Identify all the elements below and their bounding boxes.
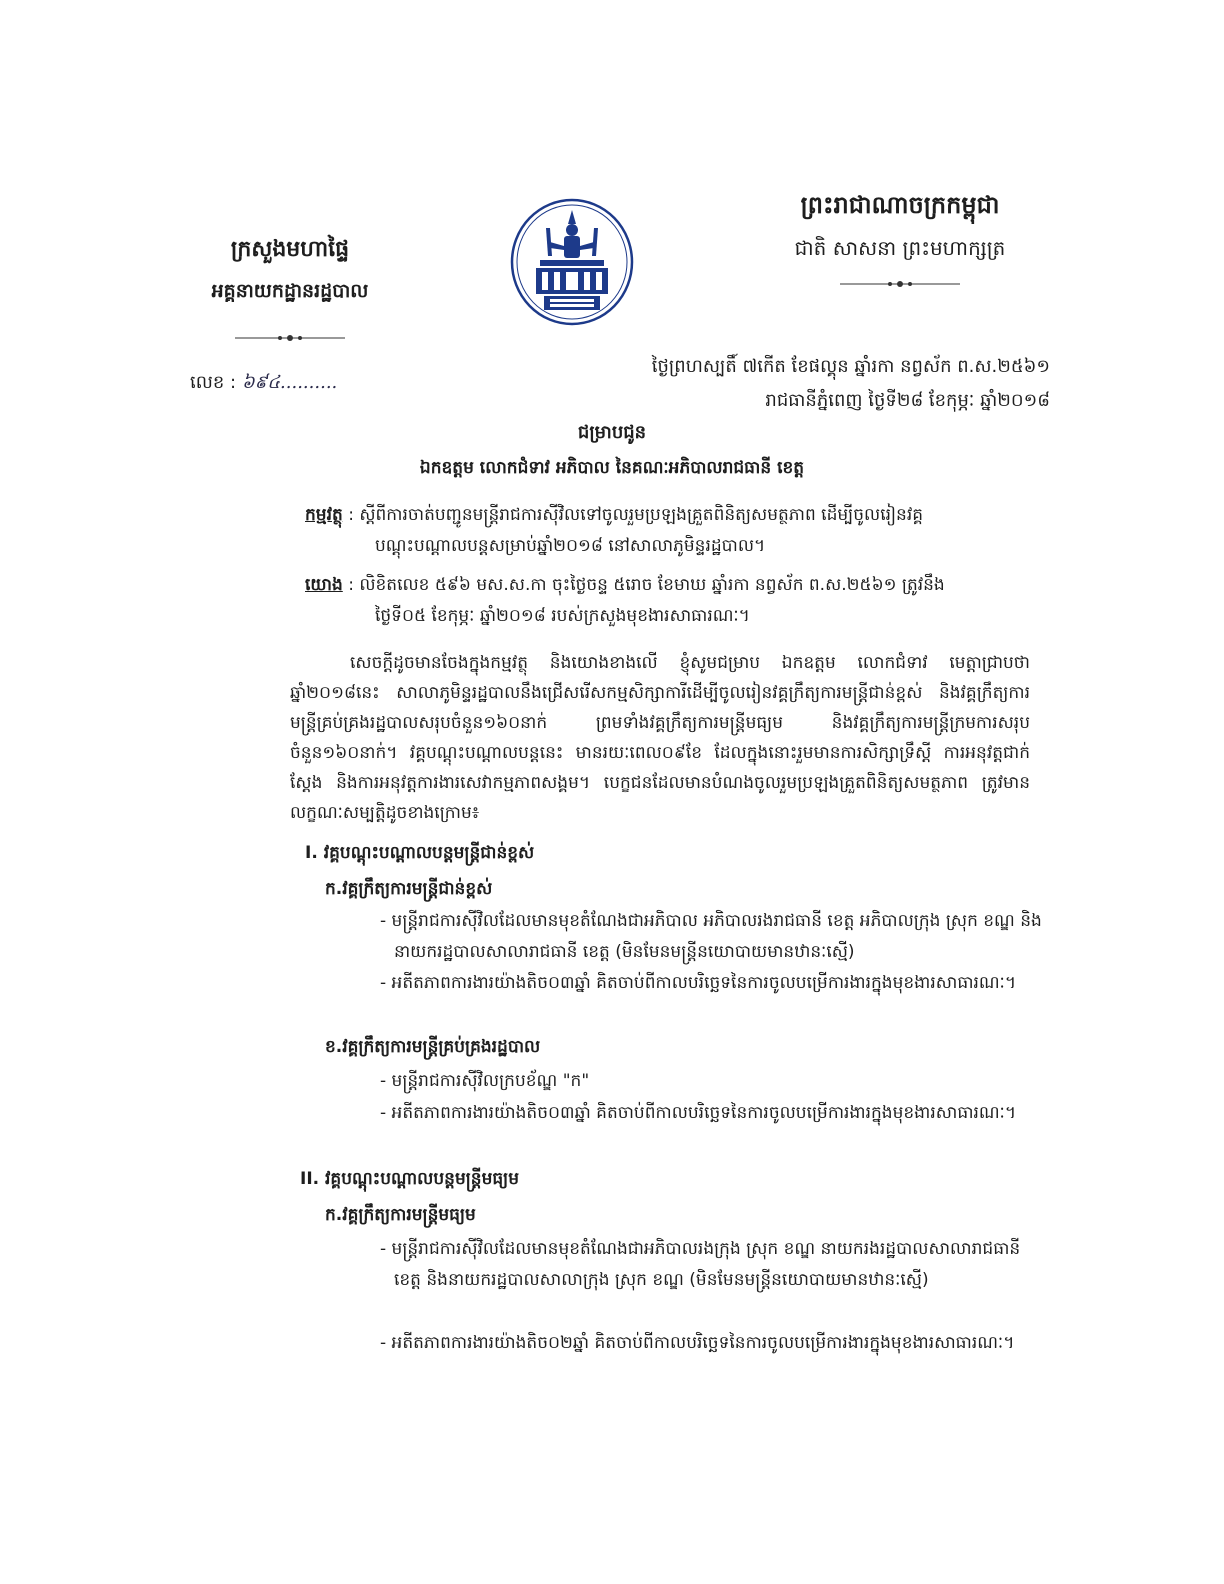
- addressee-block: [300, 420, 924, 482]
- ref-label: លេខ :: [190, 372, 237, 393]
- ministry-emblem: [510, 198, 634, 326]
- subject-label: កម្មវត្ថុ: [305, 505, 343, 525]
- subsection-heading: ខ.វគ្គក្រឹត្យការមន្ត្រីគ្រប់គ្រងរដ្ឋបាល: [325, 1037, 541, 1057]
- subsection-heading: ក.វគ្គក្រឹត្យការមន្ត្រីមធ្យម: [325, 1205, 476, 1225]
- list-item: - មន្ត្រីរាជការស៊ីវិលក្របខ័ណ្ឌ "ក": [380, 1071, 590, 1091]
- reference-number: [190, 370, 337, 397]
- solar-date: រាជធានីភ្នំពេញ ថ្ងៃទី២៨ ខែកុម្ភៈ ឆ្នាំ២០១៨: [765, 390, 1050, 411]
- section-heading: [305, 842, 534, 867]
- reference-line-2: ថ្ងៃទី០៥ ខែកុម្ភៈ ឆ្នាំ២០១៨ របស់ក្រសួងមុខងារសាធារណៈ។: [375, 606, 750, 626]
- subject-line-2: បណ្តុះបណ្តាលបន្តសម្រាប់ឆ្នាំ២០១៨ នៅសាលាភូមិន្ទរដ្ឋបាល។: [375, 536, 766, 556]
- section-numeral: I.: [305, 843, 318, 863]
- kingdom-title: ព្រះរាជាណាចក្រកម្ពុជា: [800, 191, 1000, 219]
- reference-line-1: : លិខិតលេខ ៥៩៦ មស.ស.កា ចុះថ្ងៃចន្ទ ៥រោច ខែមាឃ ឆ្នាំរកា នព្វស័ក ព.ស.២៥៦១ ត្រូវនឹង: [348, 575, 945, 595]
- ministry-name: ក្រសួងមហាផ្ទៃ: [230, 237, 350, 262]
- subject-line-1: : ស្តីពីការចាត់បញ្ជូនមន្ត្រីរាជការស៊ីវិលទៅចូលរួមប្រឡងគ្រួតពិនិត្យសមត្ថភាព ដើម្បីចូលរៀនវគ្គ: [348, 505, 924, 525]
- reference-block: [305, 570, 1035, 632]
- subject-block: [305, 500, 1035, 562]
- date-block: [620, 350, 1050, 418]
- ministry-header: [190, 235, 390, 345]
- list-item: - អតីតភាពការងារយ៉ាងតិច០២ឆ្នាំ គិតចាប់ពីកាលបរិច្ឆេទនៃការចូលបម្រើការងារក្នុងមុខងារសាធារណៈ។: [380, 1333, 1015, 1353]
- body-paragraph: សេចក្តីដូចមានចែងក្នុងកម្មវត្ថុ និងយោងខាងលើ ខ្ញុំសូមជម្រាប ឯកឧត្តម លោកជំទាវ មេត្តាជ្រាបថា ឆ្នាំ២០១៨នេះ សាលាភូមិន្ទរដ្ឋបាលនឹងជ្រើសរើសកម្មសិក្សាការីដើម្បីចូលរៀនវគ្គក្រឹត្យការមន្ត្រីជាន់ខ្ពស់ និងវគ្គក្រឹត្យការមន្ត្រីគ្រប់គ្រងរដ្ឋបាលសរុបចំនួន១៦០នាក់ ព្រមទាំងវគ្គក្រឹត្យការមន្ត្រីមធ្យម និងវគ្គក្រឹត្យការមន្ត្រីក្រមការសរុបចំនួន១៦០នាក់។ វគ្គបណ្តុះបណ្តាលបន្តនេះ មានរយៈពេល០៩ខែ ដែលក្នុងនោះរួមមានការសិក្សាទ្រឹស្តី ការអនុវត្តជាក់ស្តែង និងការអនុវត្តការងារសេវាកម្មភាពសង្គម។ បេក្ខជនដែលមានបំណងចូលរួមប្រឡងគ្រួតពិនិត្យសមត្ថភាព ត្រូវមានលក្ខណៈសម្បត្តិដូចខាងក្រោម៖: [290, 653, 1030, 823]
- salutation: ជម្រាបជូន: [577, 422, 647, 443]
- department-name: អគ្គនាយកដ្ឋានរដ្ឋបាល: [211, 280, 369, 302]
- section-title: វគ្គបណ្តុះបណ្តាលបន្តមន្ត្រីមធ្យម: [325, 1169, 520, 1189]
- kingdom-header: [740, 190, 1060, 291]
- subsection-heading: ក.វគ្គក្រឹត្យការមន្ត្រីជាន់ខ្ពស់: [325, 879, 493, 899]
- ref-number-value: ៦៩៤..........: [241, 372, 338, 393]
- reference-label: យោង: [305, 575, 343, 595]
- list-item: - អតីតភាពការងារយ៉ាងតិច០៣ឆ្នាំ គិតចាប់ពីកាលបរិច្ឆេទនៃការចូលបម្រើការងារក្នុងមុខងារសាធារណៈ។: [380, 973, 1017, 993]
- section-numeral: II.: [300, 1169, 320, 1189]
- addressee: ឯកឧត្តម លោកជំទាវ អភិបាល នៃគណៈអភិបាលរាជធានី ខេត្ត: [419, 458, 805, 478]
- list-item: - អតីតភាពការងារយ៉ាងតិច០៣ឆ្នាំ គិតចាប់ពីកាលបរិច្ឆេទនៃការចូលបម្រើការងារក្នុងមុខងារសាធារណៈ។: [380, 1103, 1017, 1123]
- list-item: - មន្ត្រីរាជការស៊ីវិលដែលមានមុខតំណែងជាអភិបាល អភិបាលរងរាជធានី ខេត្ត អភិបាលក្រុង ស្រុក ខណ្ឌ និងនាយករដ្ឋបាលសាលារាជធានី ខេត្ត (មិនមែនមន្ត្រីនយោបាយមានឋានៈស្មើ): [380, 911, 1042, 962]
- lunar-date: ថ្ងៃព្រហស្បតិ៍ ៧កើត ខែផល្គុន ឆ្នាំរកា នព្វស័ក ព.ស.២៥៦១: [651, 356, 1050, 377]
- national-motto: ជាតិ សាសនា ព្រះមហាក្សត្រ: [794, 236, 1006, 260]
- ornament-divider: [190, 331, 390, 345]
- list-item: - មន្ត្រីរាជការស៊ីវិលដែលមានមុខតំណែងជាអភិបាលរងក្រុង ស្រុក ខណ្ឌ នាយករងរដ្ឋបាលសាលារាជធានី ខេត្ត និងនាយករដ្ឋបាលសាលាក្រុង ស្រុក ខណ្ឌ (មិនមែនមន្ត្រីនយោបាយមានឋានៈស្មើ): [380, 1239, 1021, 1290]
- section-heading: [300, 1168, 519, 1193]
- ornament-divider: [740, 277, 1060, 291]
- section-title: វគ្គបណ្តុះបណ្តាលបន្តមន្ត្រីជាន់ខ្ពស់: [323, 843, 535, 863]
